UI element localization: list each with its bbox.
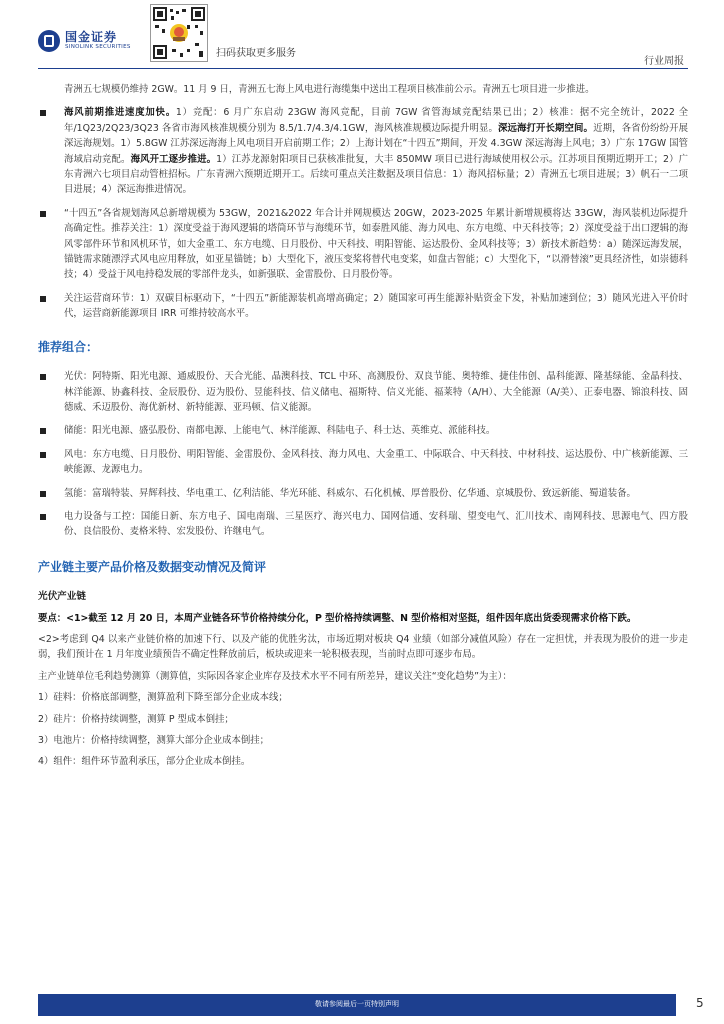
margin-trend-intro: 主产业链单位毛利趋势测算（测算值，实际因各家企业库存及技术水平不同有所差异，建议关注“变化趋势”为主）： — [38, 670, 512, 682]
key-paragraph-2: <2>考虑到 Q4 以来产业链价格的加速下行、以及产能的优胜劣汰，市场近期对板块 Q4 业绩（如部分减值风险）存在一定担忧，并表现为股价的进一步走弱，我们预计在 1 月年度业绩预告不确定性释放前后，板块或迎来一轮积极表现，当前时点即可逐步布局。 — [38, 633, 688, 661]
bullet-operators — [38, 291, 688, 322]
section-title-price: 产业链主要产品价格及数据变动情况及简评 — [38, 559, 267, 574]
logo-en: SINOLINK SECURITIES — [65, 44, 131, 51]
footer-disclaimer: 敬请参阅最后一页特别声明 — [315, 1000, 399, 1008]
recommend-item-power-equipment: 电力设备与工控：国能日新、东方电子、国电南瑞、三星医疗、海兴电力、国网信通、安科瑞、望变电气、汇川技术、南网科技、思源电气、四方股份、良信股份、麦格米特、宏发股份、许继电气。 — [38, 509, 688, 540]
recommend-title: 推荐组合： — [38, 339, 99, 354]
page-number: 5 — [696, 996, 704, 1010]
key-lead: 要点： — [38, 612, 67, 624]
bullet-lead: 海风前期推进速度加快。 — [64, 107, 176, 119]
main-content — [38, 82, 688, 776]
header-divider — [38, 68, 688, 69]
report-type: 行业周报 — [644, 56, 684, 67]
intro-paragraph: 青洲五七规模仍维持 2GW。11 月 9 日，青洲五七海上风电进行海缆集中送出工程项目核准前公示。青洲五七项目进一步推进。 — [64, 84, 595, 95]
margin-item-cell: 3）电池片：价格持续调整，测算大部分企业成本倒挂； — [38, 735, 269, 746]
bullet-lead-2: 深远海打开长期空间。 — [497, 122, 594, 134]
qr-code-icon[interactable] — [150, 4, 208, 62]
key-points — [38, 611, 688, 626]
margin-item-wafer: 2）硅片：价格持续调整，测算 P 型成本倒挂； — [38, 713, 234, 725]
margin-item-polysilicon: 1）硅料：价格底部调整，测算盈利下降至部分企业成本线； — [38, 692, 288, 704]
bullet-body-3: 1）江苏龙源射阳项目已获核准批复，大丰 850MW 项目已进行海域使用权公示。江苏项目预期近期开工；2）广东青洲六七项目启动管桩招标。广东青洲六预期近期开工。后续可重点关注数据及项目信息：1）海风招标量；2）青洲五七项目进展；3）帆石一二项目进展；4）深远海推进情况。 — [64, 153, 688, 196]
bullet-body: 1）竞配：6 月广东启动 23GW 海风竞配，目前 7GW 省管海域竞配结果已出；2）核准：据不完全统计，2022 全年/1Q23/2Q23/3Q23 各省市海风核准规模分别为 8.5/1.7/4.3/4.1GW，海风核准规模边际提升明显。 — [64, 107, 688, 134]
page-header — [0, 0, 724, 67]
bullet-offshore-wind — [38, 105, 688, 197]
bullet-14th-plan — [38, 206, 688, 283]
bullet-body-2: 近期，各省份纷纷开展深远海规划。1）5.8GW 江苏深远海海上风电项目开启前期工作；2）上海计划在“十四五”期间，开发 4.3GW 深远海海上风电；3）广东 17GW 国管海域启动竞配。 — [64, 122, 688, 165]
logo-mark-icon — [38, 30, 60, 52]
logo-cn: 国金证券 — [65, 30, 118, 45]
bullet-body: 关注运营商环节：1）双碳目标驱动下，“十四五”新能源装机高增高确定；2）随国家可再生能源补贴资金下发，补贴加速到位；3）随风光进入平价时代，运营商新能源项目 IRR 可维持较高水平。 — [64, 292, 688, 320]
footer-bar — [38, 994, 676, 1016]
recommend-item-hydrogen: 氢能：富瑞特装、昇辉科技、华电重工、亿利洁能、华光环能、科威尔、石化机械、厚普股份、亿华通、京城股份、致远新能、蜀道装备。 — [38, 486, 688, 501]
bullet-body: “十四五”各省规划海风总新增规模为 53GW，2021&2022 年合计并网规模达 20GW，2023-2025 年累计新增规模将达 33GW，海风装机边际提升高确定性。推荐关注：1）深度受益于海风逻辑的塔筒环节与海缆环节，如泰胜风能、海力风电、东方电缆、中天科技等；2）深度受益于出口逻辑的海风零部件环节和风机环节，如大金重工、东方电缆、日月股份、中天科技、明阳智能、运达股份、金风科技等；3）新技术新趋势：a）随深远海发展，锚链需求随漂浮式风电应用释放，如亚星锚链；b）大型化下，液压变桨将替代电变桨，如盘古智能；c）大型化下，“以滑替滚”更具经济性，如崇德科技；4）受益于风电持稳发展的零部件龙头，如新强联、金雷股份、日月股份等。 — [64, 207, 688, 281]
sub-title-pv-chain: 光伏产业链 — [38, 591, 86, 603]
bullet-lead-3: 海风开工逐步推进。 — [130, 153, 217, 165]
qr-caption: 扫码获取更多服务 — [216, 48, 296, 59]
recommend-item-wind: 风电：东方电缆、日月股份、明阳智能、金雷股份、金风科技、海力风电、大金重工、中际联合、中天科技、中材科技、运达股份、中广核新能源、三峡能源、龙源电力。 — [38, 447, 688, 478]
sinolink-logo — [38, 30, 131, 52]
margin-item-module: 4）组件：组件环节盈利承压，部分企业成本倒挂。 — [38, 756, 251, 768]
recommend-item-storage: 储能：阳光电源、盛弘股份、南都电源、上能电气、林洋能源、科陆电子、科士达、英维克、派能科技。 — [38, 423, 688, 438]
recommend-item-pv: 光伏：阿特斯、阳光电源、通威股份、天合光能、晶澳科技、TCL 中环、高测股份、双良节能、奥特维、捷佳伟创、晶科能源、隆基绿能、金晶科技、林洋能源、协鑫科技、金辰股份、迈为股份、昱能科技、信义储电、福斯特、信义光能、福莱特（A/H）、大全能源（A/美）、正泰电器、锦浪科技、固德威、禾迈股份、海优新材、新特能源、亚玛顿、信义能源。 — [38, 369, 688, 415]
key-body: <1>截至 12 月 20 日，本周产业链各环节价格持续分化，P 型价格持续调整、N 型价格相对坚挺，组件因年底出货委现需求价格下跌。 — [66, 612, 637, 624]
